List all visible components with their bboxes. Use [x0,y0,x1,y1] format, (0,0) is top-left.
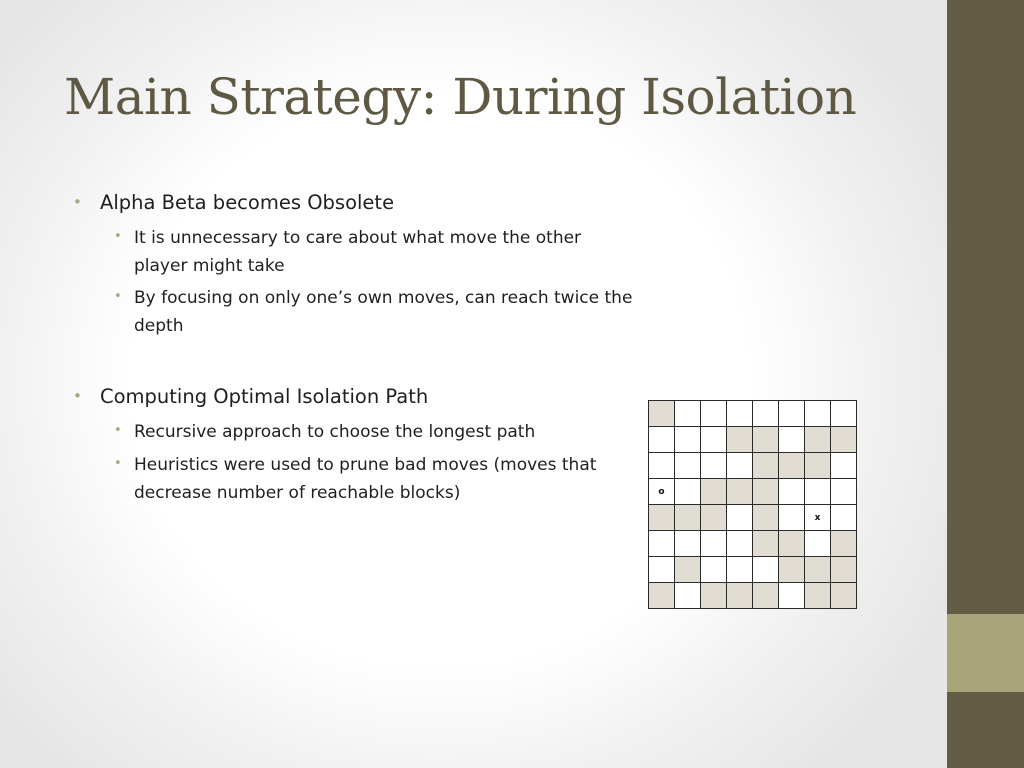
board-cell-blocked [831,583,857,609]
board-row [649,505,857,531]
sub-bullet-depth [114,284,634,340]
bullet-text: Computing Optimal Isolation Path [100,385,429,408]
board-cell-blocked [649,401,675,427]
board-cell-blocked [649,505,675,531]
board-cell-blocked [753,427,779,453]
slide-title: Main Strategy: During Isolation [64,68,857,126]
sub-bullet-unnecessary [114,224,634,280]
board-cell-open [805,401,831,427]
board-cell-open [779,401,805,427]
board-cell-open [805,531,831,557]
bullet-dot: • [114,229,122,244]
board-cell-open [701,453,727,479]
board-row [649,401,857,427]
board-cell-blocked [753,453,779,479]
sub-bullet-text: Heuristics were used to prune bad moves (moves that decrease number of reachable blocks) [134,455,597,503]
board-cell-blocked [753,505,779,531]
bullet-isolation-path [73,384,640,410]
board-cell-blocked [779,531,805,557]
board-cell-open [727,401,753,427]
sub-bullet-text: By focusing on only one’s own moves, can reach twice the depth [134,288,633,336]
bullet-dot: • [73,387,82,405]
board-cell-open [701,427,727,453]
board-cell-open [701,531,727,557]
board-cell-open [675,531,701,557]
board-cell-blocked [779,453,805,479]
bullet-dot: • [114,423,122,438]
board-cell-blocked [701,505,727,531]
board-cell-open [701,401,727,427]
board-cell-blocked [805,583,831,609]
board-cell-player-o: o [649,479,675,505]
board-cell-blocked [831,427,857,453]
board-cell-open [779,583,805,609]
board-cell-open [779,427,805,453]
board-cell-blocked [805,427,831,453]
board-cell-open [779,505,805,531]
board-cell-open [701,557,727,583]
board-cell-open [753,557,779,583]
isolation-board [648,400,857,609]
board-cell-blocked [701,583,727,609]
board-cell-open [753,401,779,427]
decorative-sidebar-accent [947,614,1024,692]
board-cell-blocked [701,479,727,505]
board-cell-open [649,557,675,583]
board-cell-blocked [831,557,857,583]
board-cell-player-x: x [805,505,831,531]
sub-bullet-text: It is unnecessary to care about what move the other player might take [134,228,582,276]
board-cell-open [831,453,857,479]
board-cell-blocked [727,583,753,609]
board-cell-open [831,505,857,531]
board-cell-open [805,479,831,505]
bullet-dot: • [114,289,122,304]
board-cell-blocked [649,583,675,609]
board-cell-blocked [805,453,831,479]
board-cell-blocked [675,505,701,531]
board-cell-open [675,453,701,479]
board-cell-open [727,453,753,479]
bullet-alpha-beta [73,190,640,216]
board-cell-blocked [727,479,753,505]
board-cell-open [649,427,675,453]
board-cell-open [675,427,701,453]
board-row [649,427,857,453]
board-row [649,453,857,479]
board-cell-open [779,479,805,505]
board-cell-open [727,505,753,531]
board-cell-open [831,401,857,427]
board-cell-open [649,453,675,479]
board-row [649,479,857,505]
board-cell-open [649,531,675,557]
board-cell-open [831,479,857,505]
bullet-dot: • [114,456,122,471]
board-cell-blocked [727,427,753,453]
board-cell-blocked [779,557,805,583]
board-cell-open [727,531,753,557]
board-cell-open [675,401,701,427]
sub-bullet-heuristics [114,451,604,507]
board-cell-blocked [805,557,831,583]
bullet-text: Alpha Beta becomes Obsolete [100,191,395,214]
board-cell-blocked [753,531,779,557]
sub-bullet-text: Recursive approach to choose the longest path [134,422,536,442]
board-cell-blocked [675,557,701,583]
sub-bullet-recursive [114,418,634,446]
board-row [649,557,857,583]
board-cell-blocked [831,531,857,557]
board-cell-blocked [753,479,779,505]
board-cell-blocked [753,583,779,609]
board-cell-open [727,557,753,583]
board-cell-open [675,583,701,609]
board-cell-open [675,479,701,505]
board-row [649,583,857,609]
bullet-dot: • [73,193,82,211]
board-row [649,531,857,557]
